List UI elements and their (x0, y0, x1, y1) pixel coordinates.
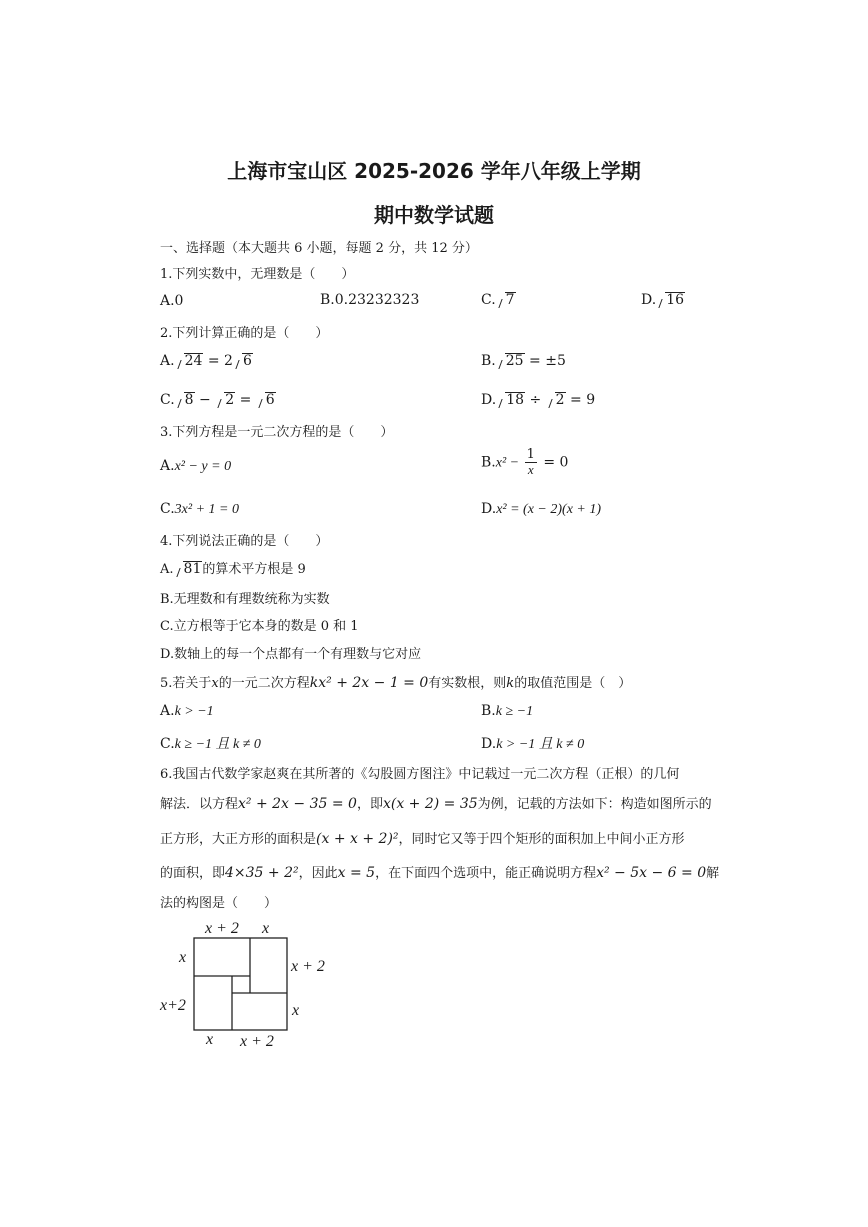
q5-b-label: B. (481, 703, 496, 719)
q5-option-c (160, 733, 261, 753)
sqrt-symbol (175, 392, 195, 408)
q1-c-label: C. (481, 292, 496, 308)
square-construction-figure (155, 915, 345, 1055)
q5-stem-mid: 的一元二次方程 (218, 676, 310, 691)
q5-option-d (481, 733, 584, 753)
q3-option-d (481, 501, 601, 518)
section-heading: 一、选择题（本大题共 6 小题，每题 2 分，共 12 分） (160, 241, 478, 256)
q4-option-d: D.数轴上的每一个点都有一个有理数与它对应 (160, 647, 422, 662)
fraction (525, 448, 537, 477)
q6-line3-b: ，同时它又等于四个矩形的面积加上中间小正方形 (398, 832, 685, 847)
q3-c-expr: 3x² + 1 = 0 (174, 502, 239, 517)
sqrt-symbol (546, 392, 566, 408)
q1-c-radicand: 7 (505, 292, 515, 308)
q5-stem-k: k (506, 676, 515, 691)
label-bottom-right: x + 2 (240, 1033, 274, 1050)
sqrt-symbol (656, 292, 685, 308)
q6-line2-eq2: x(x + 2) = 35 (382, 796, 478, 812)
q3-option-c (160, 501, 239, 518)
label-left-top: x (179, 949, 187, 966)
label-top-left: x + 2 (205, 920, 239, 937)
q2-c-radicand2: 2 (225, 392, 235, 408)
question-6-line-3 (160, 828, 685, 847)
q5-c-expr: k ≥ −1 且 k ≠ 0 (174, 737, 261, 752)
sqrt-symbol (215, 392, 235, 408)
q6-line2-b: ，即 (356, 797, 383, 812)
q1-option-a: A.0 (160, 293, 184, 309)
question-5-stem (160, 672, 631, 691)
q5-stem-end: 的取值范围是（ ） (514, 676, 632, 691)
question-6-line-1: 6.我国古代数学家赵爽在其所著的《勾股圆方图注》中记载过一元二次方程（正根）的几何 (160, 767, 680, 782)
q2-d-label: D. (481, 392, 497, 408)
q3-b-denominator: x (527, 462, 534, 477)
q2-a-eq: = 2 (203, 353, 233, 369)
q3-b-post: = 0 (538, 454, 569, 471)
q5-c-label: C. (160, 736, 175, 752)
sqrt-symbol (174, 561, 203, 577)
question-6-line-2 (160, 793, 712, 812)
q2-d-radicand2: 2 (555, 392, 565, 408)
q2-d-eq: = 9 (565, 392, 596, 408)
q6-line2-eq1: x² + 2x − 35 = 0 (238, 796, 357, 812)
question-4-stem: 4.下列说法正确的是（ ） (160, 534, 329, 549)
label-left-bottom: x+2 (160, 997, 186, 1014)
q4-a-label: A. (160, 562, 174, 577)
q2-d-op: ÷ (525, 392, 546, 408)
q4-option-b: B.无理数和有理数统称为实数 (160, 592, 330, 607)
q6-line4-c: ，在下面四个选项中，能正确说明方程 (375, 866, 597, 881)
q5-b-expr: k ≥ −1 (495, 704, 534, 719)
outer-square (194, 938, 287, 1030)
q3-option-b (481, 448, 568, 477)
q6-line4-d: 解 (706, 866, 720, 881)
q5-stem-eq: kx² + 2x − 1 = 0 (309, 675, 429, 691)
q5-option-a (160, 703, 214, 720)
q2-a-radicand2: 6 (242, 353, 252, 369)
q5-d-expr: k > −1 且 k ≠ 0 (496, 737, 585, 752)
q6-line4-eq3: x² − 5x − 6 = 0 (596, 865, 707, 881)
q6-line3-a: 正方形，大正方形的面积是 (160, 832, 317, 847)
q2-c-label: C. (160, 392, 175, 408)
q2-option-d (481, 392, 595, 408)
q1-option-d (641, 292, 685, 308)
q6-line2-c: 为例，记载的方法如下：构造如图所示的 (477, 797, 712, 812)
question-2-stem: 2.下列计算正确的是（ ） (160, 326, 329, 341)
sqrt-symbol (496, 392, 525, 408)
q3-b-label: B. (481, 454, 496, 471)
sqrt-symbol (175, 353, 204, 369)
q2-option-b (481, 353, 566, 369)
q5-stem-post: 有实数根，则 (428, 676, 507, 691)
q4-a-radicand: 81 (183, 561, 202, 577)
q3-a-label: A. (160, 458, 175, 474)
q5-stem-pre: 5.若关于 (160, 676, 212, 691)
q5-stem-x: x (211, 676, 219, 691)
q1-option-c (481, 292, 516, 308)
sqrt-symbol (256, 392, 276, 408)
question-1-stem: 1.下列实数中，无理数是（ ） (160, 267, 355, 282)
q6-line4-b: ，因此 (298, 866, 338, 881)
q3-d-label: D. (481, 501, 497, 517)
page-title: 上海市宝山区 2025-2026 学年八年级上学期 (227, 159, 641, 183)
sqrt-symbol (496, 292, 516, 308)
q6-line4-eq2: x = 5 (337, 865, 376, 881)
q3-option-a (160, 458, 231, 475)
q3-d-expr: x² = (x − 2)(x + 1) (496, 502, 602, 517)
q1-d-label: D. (641, 292, 657, 308)
label-right-bottom: x (292, 1002, 300, 1019)
q6-line3-eq: (x + x + 2)² (316, 831, 399, 847)
label-top-right: x (262, 920, 270, 937)
q5-option-b (481, 703, 533, 720)
q2-c-radicand3: 6 (265, 392, 275, 408)
question-6-line-5: 法的构图是（ ） (160, 896, 278, 911)
q5-a-expr: k > −1 (174, 704, 214, 719)
q1-d-radicand: 16 (666, 292, 685, 308)
q6-line4-eq1: 4×35 + 2² (225, 865, 299, 881)
q6-line2-a: 解法．以方程 (160, 797, 239, 812)
q3-a-expr: x² − y = 0 (174, 459, 232, 474)
q4-option-a (160, 558, 306, 577)
q3-c-label: C. (160, 501, 175, 517)
q1-option-b (320, 292, 419, 308)
page-subtitle: 期中数学试题 (374, 203, 494, 227)
q2-b-radicand: 25 (505, 353, 524, 369)
q4-a-text: 的算术平方根是 9 (202, 562, 306, 577)
q2-a-label: A. (160, 353, 175, 369)
q5-a-label: A. (160, 703, 175, 719)
q3-b-numerator: 1 (526, 447, 535, 462)
q2-b-label: B. (481, 353, 496, 369)
q2-c-op: − (194, 392, 216, 408)
label-bottom-left: x (206, 1031, 214, 1048)
q3-b-pre: x² − (495, 455, 523, 471)
q2-c-eq: = (235, 392, 256, 408)
q1-b-value: 0.23232323 (334, 292, 420, 308)
q2-d-radicand1: 18 (506, 392, 525, 408)
question-3-stem: 3.下列方程是一元二次方程的是（ ） (160, 425, 394, 440)
q2-option-c (160, 392, 276, 408)
q2-b-eq: = ±5 (524, 353, 566, 369)
q2-a-radicand: 24 (184, 353, 203, 369)
q2-c-radicand1: 8 (184, 392, 194, 408)
question-6-line-4 (160, 862, 719, 881)
q1-b-label: B. (320, 292, 335, 308)
q4-option-c: C.立方根等于它本身的数是 0 和 1 (160, 619, 359, 634)
q2-option-a (160, 353, 253, 369)
sqrt-symbol (233, 353, 253, 369)
sqrt-symbol (496, 353, 525, 369)
q5-d-label: D. (481, 736, 497, 752)
label-right-top: x + 2 (291, 958, 325, 975)
q6-line4-a: 的面积，即 (160, 866, 226, 881)
